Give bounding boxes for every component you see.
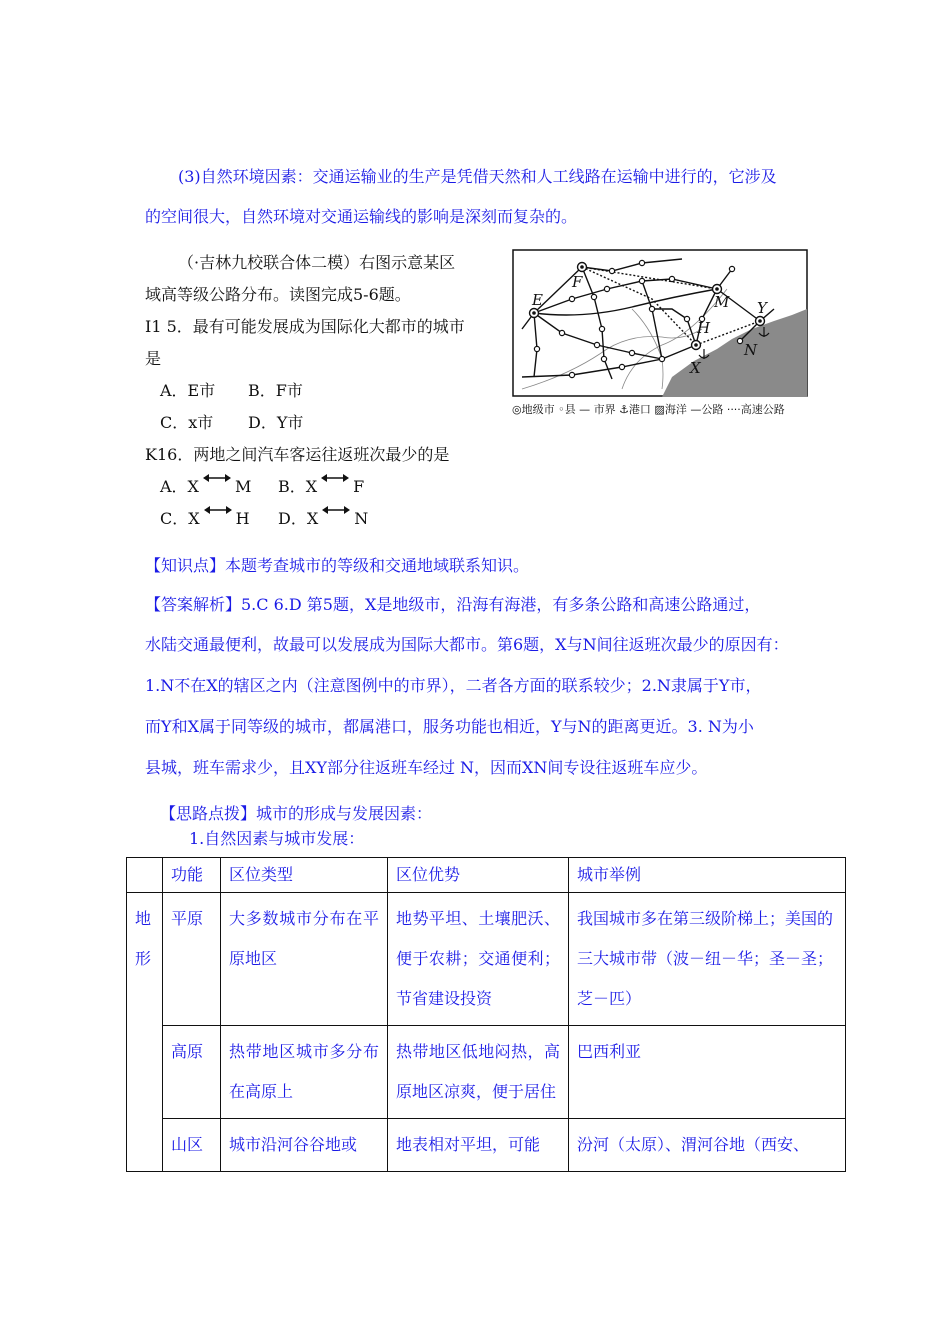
answer-line3: 1.N不在X的辖区之内（注意图例中的市界），二者各方面的联系较少；2.N隶属于Y市， <box>145 676 762 695</box>
city-factors-table <box>126 857 846 1172</box>
double-arrow-icon <box>321 474 349 488</box>
para1-line2: 的空间很大，自然环境对交通运输线的影响是深刻而复杂的。 <box>145 207 578 226</box>
q6-option-b-label: B．X <box>278 477 318 496</box>
example-cell: 汾河（太原）、渭河谷地（西安、 <box>569 1119 846 1172</box>
table-row <box>127 893 846 1026</box>
group-cell: 地形 <box>127 893 163 1172</box>
example-cell: 我国城市多在第三级阶梯上；美国的三大城市带（波－纽－华；圣－圣；芝－匹） <box>569 893 846 1026</box>
header-cell: 城市举例 <box>569 858 846 893</box>
answer-line2: 水陆交通最便利，故最可以发展成为国际大都市。第6题，X与N间往返班次最少的原因有： <box>145 635 789 654</box>
q6-option-b-end: F <box>353 477 365 496</box>
double-arrow-icon <box>322 506 350 520</box>
para1-line1: (3)自然环境因素：交通运输业的生产是凭借天然和人工线路在运输中进行的，它涉及 <box>178 167 777 186</box>
question-intro-line2: 域高等级公路分布。读图完成5-6题。 <box>145 285 411 304</box>
q6-option-a-label: A．X <box>160 477 199 496</box>
func-cell: 高原 <box>163 1026 221 1119</box>
q6-option-a <box>160 474 251 497</box>
func-cell: 山区 <box>163 1119 221 1172</box>
map-label-x: X <box>690 359 701 377</box>
adv-cell: 热带地区低地闷热，高原地区凉爽，便于居住 <box>388 1026 569 1119</box>
q6-option-a-end: M <box>234 477 252 496</box>
map-label-m: M <box>714 293 730 311</box>
header-cell: 区位类型 <box>221 858 388 893</box>
q6-option-d-label: D．X <box>278 509 319 528</box>
func-cell: 平原 <box>163 893 221 1026</box>
header-cell <box>127 858 163 893</box>
table-header-row <box>127 858 846 893</box>
q5-line1: I1 5．最有可能发展成为国际化大都市的城市 <box>145 317 465 336</box>
example-cell: 巴西利亚 <box>569 1026 846 1119</box>
double-arrow-icon <box>204 506 232 520</box>
highway-map <box>512 249 808 397</box>
answer-line1: 【答案解析】5.C 6.D 第5题，X是地级市，沿海有海港，有多条公路和高速公路通过， <box>145 595 761 614</box>
q6-option-d <box>278 506 368 529</box>
answer-line5: 县城，班车需求少，且XY部分往返班车经过 N，因而XN间专设往返班车应少。 <box>145 758 708 777</box>
q6-option-b <box>278 474 364 497</box>
q5-option-d: D．Y市 <box>248 413 304 432</box>
map-label-f: F <box>572 273 583 291</box>
map-label-e: E <box>532 291 543 309</box>
map-label-y: Y <box>757 299 767 317</box>
tips-title: 【思路点拨】城市的形成与发展因素： <box>160 804 433 823</box>
q5-option-a: A．E市 <box>160 381 216 400</box>
adv-cell: 地表相对平坦，可能 <box>388 1119 569 1172</box>
q6-stem: K16．两地之间汽车客运往返班次最少的是 <box>145 445 450 464</box>
q5-option-b: B．F市 <box>248 381 303 400</box>
answer-line4: 而Y和X属于同等级的城市，都属港口，服务功能也相近，Y与N的距离更近。3. N为小 <box>145 717 754 736</box>
header-cell: 区位优势 <box>388 858 569 893</box>
q5-option-c: C．x市 <box>160 413 214 432</box>
type-cell: 热带地区城市多分布在高原上 <box>221 1026 388 1119</box>
table-row <box>127 1119 846 1172</box>
map-legend: ◎地级市 ◦县 — 市界 ⚓港口 ▨海洋 —公路 ····高速公路 <box>512 403 785 416</box>
q6-option-d-end: N <box>354 509 369 528</box>
q5-line2: 是 <box>145 349 162 368</box>
map-label-h: H <box>697 319 711 337</box>
question-intro-line1: （·吉林九校联合体二模）右图示意某区 <box>178 253 456 272</box>
q6-option-c-end: H <box>235 509 250 528</box>
type-cell: 城市沿河谷谷地或 <box>221 1119 388 1172</box>
q6-option-c-label: C．X <box>160 509 200 528</box>
double-arrow-icon <box>203 474 231 488</box>
type-cell: 大多数城市分布在平原地区 <box>221 893 388 1026</box>
map-label-n: N <box>744 341 758 359</box>
q6-option-c <box>160 506 250 529</box>
knowledge-point: 【知识点】本题考查城市的等级和交通地域联系知识。 <box>145 556 530 575</box>
table-row <box>127 1026 846 1119</box>
adv-cell: 地势平坦、土壤肥沃、便于农耕；交通便利；节省建设投资 <box>388 893 569 1026</box>
header-cell: 功能 <box>163 858 221 893</box>
tips-subtitle: 1.自然因素与城市发展： <box>189 829 365 848</box>
